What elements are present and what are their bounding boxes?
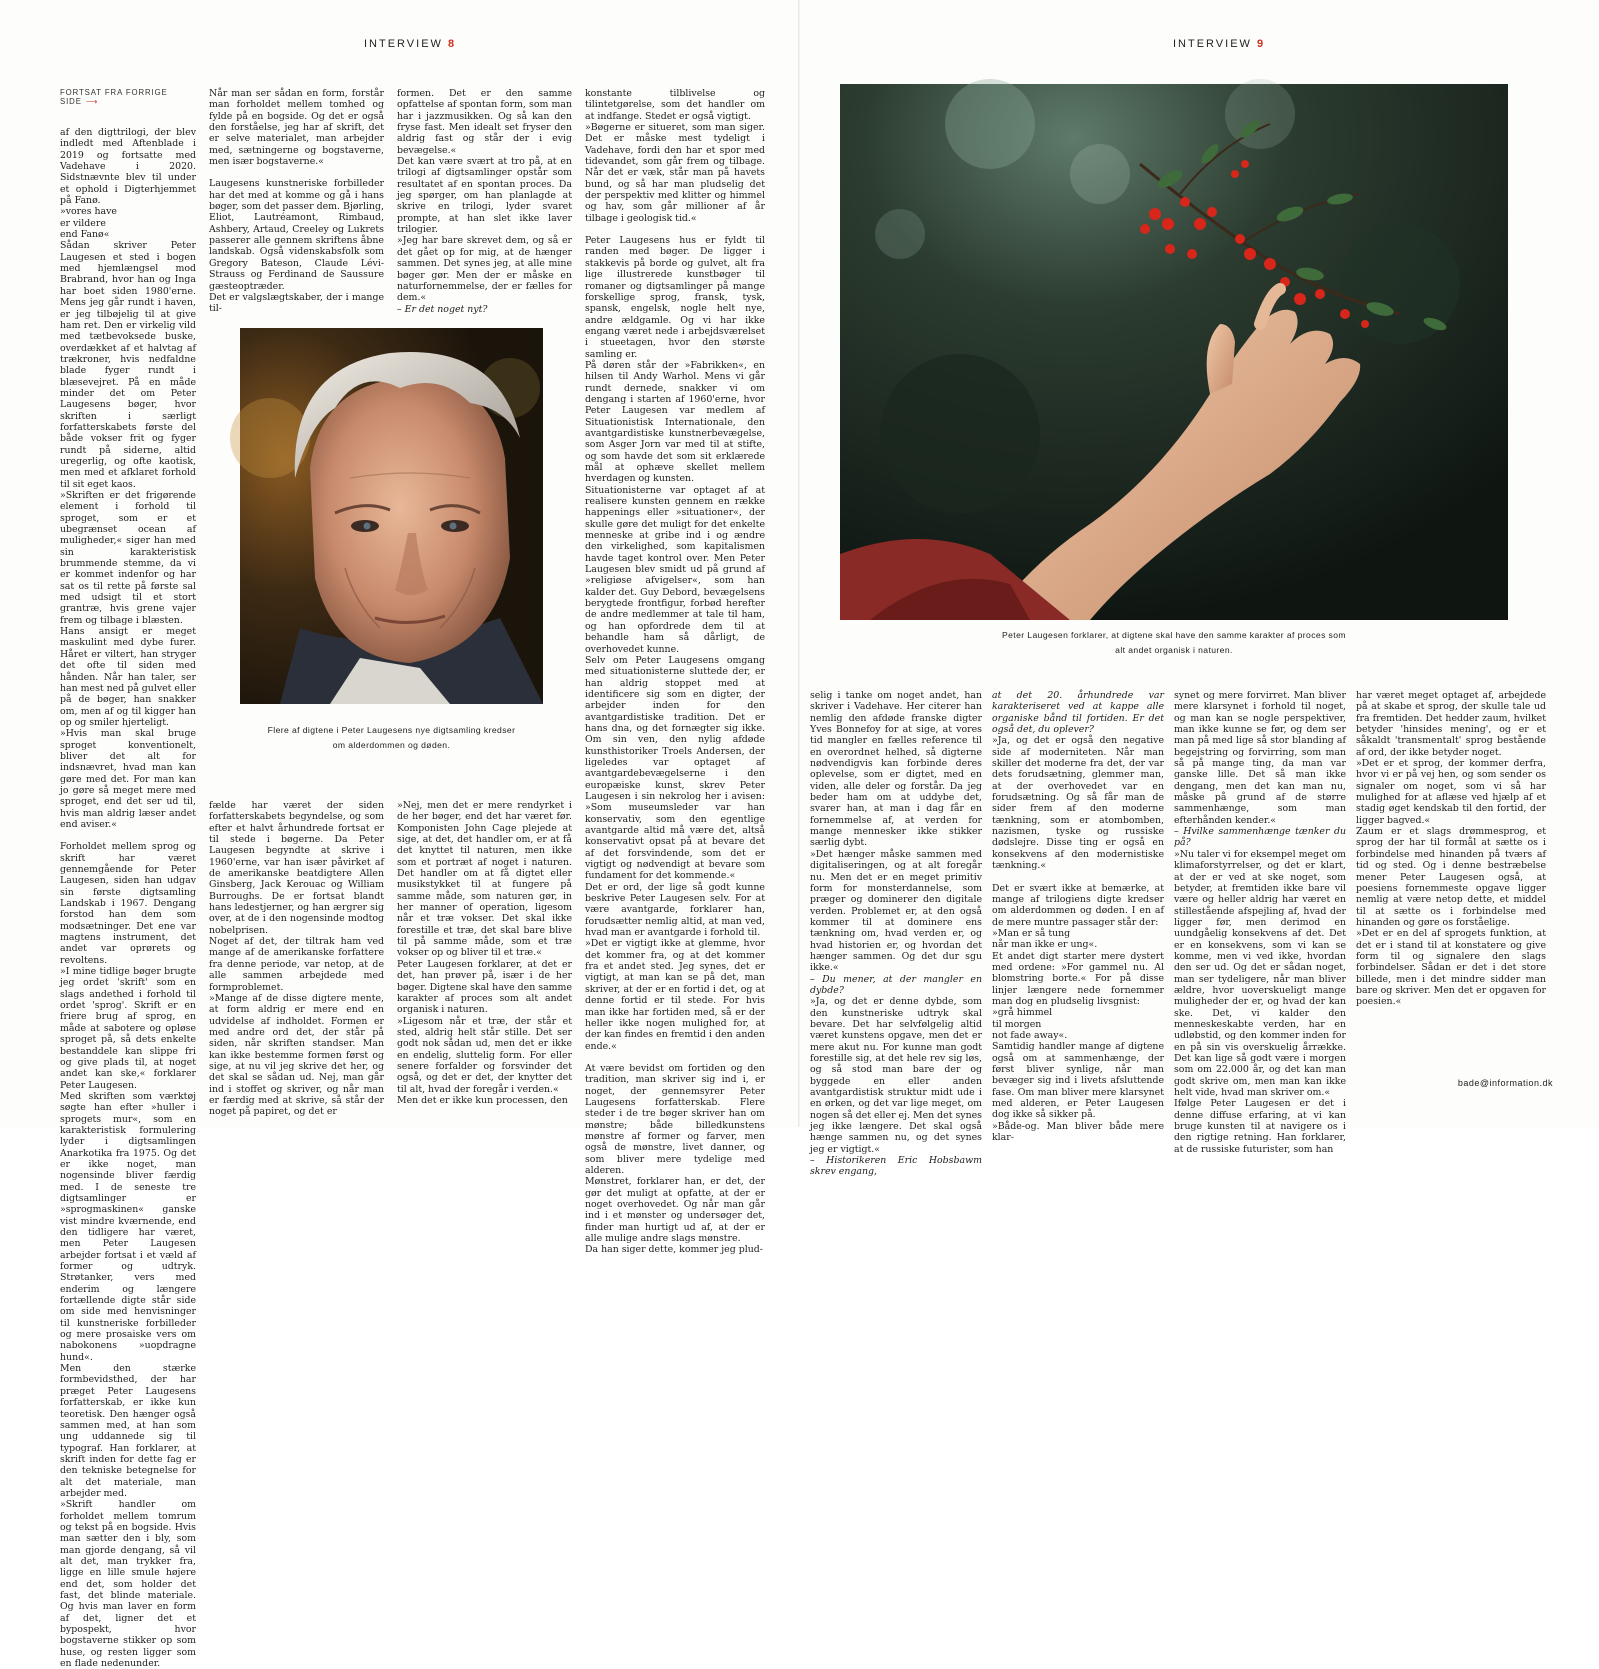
paragraph: Når man ser sådan en form, forstår man forholdet mellem tomhed og fylde på en bogside. Og det er også den forståelse, jeg har af skrift, det er selve materialet, man arbejder med, sætningerne og bogstaverne, men især bogstaverne.«: [209, 88, 384, 168]
article-column-1: [60, 127, 196, 1669]
right-page: [800, 0, 1599, 1178]
paragraph: »Både-og. Man bliver både mere klar-: [992, 1120, 1164, 1144]
poem-line: til morgen: [992, 1018, 1042, 1030]
red-arrow-right-icon: ⟶: [85, 97, 98, 106]
paragraph: Det kan være svært at tro på, at en trilogi af digtsamlinger opstår som resultatet af en spontan proces. Da jeg spørger, om han planlagde at skrive en trilogi, lyder svaret prompte, at han slet ikke laver trilogier.: [397, 156, 572, 236]
berry-caption: Peter Laugesen forklarer, at digtene skal have den samme karakter af proces som alt andet organisk i naturen.: [1001, 630, 1346, 655]
paragraph: Ifølge Peter Laugesen er det i denne diffuse erfaring, at vi kan bruge kunsten til at navigere os i den rigtige retning. Han forklarer, at de russiske futurister, som han: [1174, 1098, 1346, 1155]
paragraph: »Jeg har bare skrevet dem, og så er det gået op for mig, at de hænger sammen. Det synes jeg, at alle mine bøger gør. Men der er måske en naturfornemmelse, der er fælles for dem.«: [397, 235, 572, 304]
paragraph: Selv om Peter Laugesens omgang med situationisterne sluttede der, er han aldrig stoppet med at identificere sig som en digter, der arbejder inden for den avantgardistiske tradition. Det er hans dna, og det fornægter sig ikke. Om sin ven, den nylig afdøde kunsthistoriker Troels Andersen, der ligeledes var optaget af avantgardebevægelserne i den europæiske kunst, skrev Peter Laugesen i sin nekrolog her i avisen: »Som museumsleder var han konservativ, som den egentlige avantgarde altid må være det, altså konservativt opsat på at bevare det af det forsvindende, som det er vigtigt og nødvendigt at bevare som fundament for det kommende.«: [585, 654, 765, 882]
paragraph: »Det er en del af sprogets funktion, at det er i stand til at konstatere og give form til og signalere den slags forbindelser. Sådan er det i det store billede, men i det mindre sidder man bare og skriver. Men det er opgaven for poesien.«: [1356, 928, 1546, 1008]
portrait-of-peter-laugesen: [240, 328, 543, 704]
paragraph: Peter Laugesen forklarer, at det er det, han prøver på, især i de her bøger. Digtene skal have den samme karakter af proces som alt andet organisk i naturen.: [397, 958, 572, 1016]
article-column-5: [810, 690, 982, 1178]
article-column-8: [1356, 690, 1546, 1008]
question: – Du mener, at der mangler en dybde?: [810, 973, 982, 996]
paragraph: Samtidig handler mange af digtene også om at sammenhænge, der først bliver synlige, når man bevæger sig ind i livets afsluttende fase. Om man bliver mere klarsynet med alderen, er Peter Laugesen dog ikke så sikker på.: [992, 1041, 1164, 1121]
portrait-photo: [240, 328, 543, 704]
paragraph: »Nej, men det er mere rendyrket i de her bøger, end det har været før. Komponisten John Cage plejede at sige, at det, det handler om, er at få det knyttet til naturen, men ikke som et portræt af noget i naturen. Det handler om at få digtet eller musikstykket til at fungere på samme måde, som naturen gør, in her manner of operation, ligesom når et træ vokser. Det skal ikke forestille et træ, det skal bare blive til på samme måde, som et træ vokser op og bliver til et træ.«: [397, 800, 572, 959]
article-column-3-top: [397, 88, 572, 315]
poem-line: »vores have: [60, 206, 117, 218]
paragraph: Laugesens kunstneriske forbilleder har det med at komme og gå i hans bøger, som det passer dem. Bjørling, Eliot, Lautréamont, Rimbaud, Ashbery, Artaud, Creeley og Lukrets passerer alle gennem skriftens åbne landskab. Også videnskabsfolk som Gregory Bateson, Claude Lévi-Strauss og Ferdinand de Saussure gæsteoptræder.: [209, 178, 384, 292]
paragraph: Det er svært ikke at bemærke, at mange af trilogiens digte kredser om alderdommen og døden. I en af de mere muntre passager står der:: [992, 882, 1164, 928]
paragraph: Mønstret, forklarer han, er det, der gør det muligt at opfatte, at der er noget overhovedet. Og når man går ind i et mønster og undersøger det, finder man hurtigt ud af, at der er alle mulige andre slags mønstre.: [585, 1176, 765, 1245]
hand-reaching-red-berries: [840, 84, 1508, 620]
paragraph: »Skrift handler om forholdet mellem tomrum og tekst på en bogside. Hvis man sætter den i bly, som man gjorde dengang, så vil alt det, man trykker fra, ligge en lille smule højere end det, som holder det fast, det blinde materiale. Og hvis man laver en form af det, ligner det et bypospekt, hvor bogstaverne stikker op som huse, og resten ligger som en flade nedenunder.: [60, 1499, 196, 1669]
article-column-4: [585, 88, 765, 1256]
paragraph: »Ligesom når et træ, der står et sted, aldrig helt står stille. Det ser godt nok sådan ud, men det er ikke en endelig, sluttelig form. For eller senere forfalder og forsvinder det også, og det er det, der knytter det til alt, hvad der foregår i verden.«: [397, 1015, 572, 1095]
paragraph: Hans ansigt er meget maskulint med dybe furer. Håret er viltert, han stryger det ofte til siden med hånden. Når han taler, ser han mest ned på gulvet eller på de bøger, han snakker om, men af og til kigger han op og smiler hjerteligt.: [60, 626, 196, 728]
article-column-7: [1174, 690, 1346, 1155]
paragraph: »Skriften er det frigørende element i forhold til sproget, som er et ubegrænset ocean af muligheder,« siger han med sin karakteristisk brummende stemme, da vi er kommet indenfor og har sat os til rette på første sal med udsigt til et stort grantræ, hvis grene vajer frem og tilbage i blæsten.: [60, 490, 196, 626]
question: – Historikeren Eric Hobsbawm skrev engang,: [810, 1155, 982, 1178]
question: at det 20. århundrede var karakteriseret ved at kappe alle organiske bånd til fortiden. Er det også det, du oplever?: [992, 690, 1164, 736]
article-column-3-bottom: [397, 800, 572, 1106]
paragraph: »Det er vigtigt ikke at glemme, hvor det kommer fra, og at det kommer fra et andet sted. Jeg synes, det er vigtigt, at man kan se på det, man skriver, at der er en fortid i det, og at denne fortid er til stede. For hvis man ikke har fortiden med, så er der heller ikke nogen mulighed for, at der kan findes en fremtid i den anden ende.«: [585, 938, 765, 1052]
paragraph: Forholdet mellem sprog og skrift har været gennemgående for Peter Laugesen, siden han udgav sin første digtsamling Landskab i 1967. Dengang forstod han dem som modsætninger. Det ene var magtens instrument, det andet var oprørets og revoltens.: [60, 841, 196, 966]
paragraph: Sådan skriver Peter Laugesen et sted i bogen med hjemlængsel mod Brabrand, hvor han og Inga har boet siden 1980'erne. Mens jeg går rundt i haven, er jeg tilbøjelig til at give ham ret. Den er virkelig vild med tætbevoksede buske, overdækket af et halvtag af trækroner, hvis nedfaldne blade fyger rundt i blæsevejret. På en måde minder det om Peter Laugesens bøger, hvor skriften i særligt forfatterskabets første del både vokser frit og fyger rundt på siderne, altid uregerlig, og ofte kaotisk, men med et afklaret forhold til sit eget kaos.: [60, 240, 196, 490]
left-page: [0, 0, 799, 1669]
question: – Er det noget nyt?: [397, 303, 488, 315]
paragraph: fælde har været der siden forfatterskabets begyndelse, og som efter et halvt århundrede fortsat er til stede i bøgerne. Da Peter Laugesen begyndte at skrive i 1960'erne, var han især påvirket af de amerikanske beatdigtere Allen Ginsberg, Jack Kerouac og William Burroughs. De er fortsat blandt hans ledestjerner, og han ærgrer sig over, at de i den nogensinde modtog nobelprisen.: [209, 800, 384, 936]
paragraph: Men den stærke formbevidsthed, der har præget Peter Laugesens forfatterskab, er ikke kun teoretisk. Den hænger også sammen med, at han som ung uddannede sig til typograf. Han forklarer, at skrift inden for dette fag er den tekniske betegnelse for alt det materiale, man arbejder med.: [60, 1363, 196, 1499]
continued-from-label: FORTSAT FRA FORRIGE SIDE ⟶: [60, 88, 168, 106]
poem-line: »grå himmel: [992, 1007, 1053, 1019]
paragraph: Et andet digt starter mere dystert med ordene: »For gammel nu. Al blomstring borte.« For på disse linjer længere nede fornemmer man dog en pludselig livsgnist:: [992, 950, 1164, 1007]
paragraph: Peter Laugesens hus er fyldt til randen med bøger. De ligger i stakkevis på borde og gulvet, alt fra lige illustrerede kunstbøger til romaner og digtsamlinger på mange forskellige sprog, fransk, tysk, spansk, engelsk, nogle helt nye, andre ældgamle. Og vi har ikke engang været nede i arbejdsværelset i stueetagen, hvor den største samling er.: [585, 235, 765, 360]
paragraph: »Hvis man skal bruge sproget konventionelt, bliver det alt for indsnævret, hvad man kan gøre med det. For man kan jo gøre så meget mere med sproget, end det ser ud til, hvis man aldrig læser andet end aviser.«: [60, 728, 196, 830]
paragraph: Da han siger dette, kommer jeg plud-: [585, 1244, 763, 1256]
article-column-6: [992, 690, 1164, 1144]
portrait-caption: Flere af digtene i Peter Laugesens nye digtsamling kredser om alderdommen og døden.: [267, 725, 516, 750]
folio-right: INTERVIEW 9: [1173, 38, 1266, 50]
paragraph: »Det hænger måske sammen med digitaliseringen, og at alt foregår nu. Men det er en meget primitiv form for monsterdannelse, som præger og dominerer den digitale verden. Problemet er, at den også kommer til at dominere ens tænkning om, hvad verden er, og hvad historien er, og hvordan det hænger sammen. Og det dur sgu ikke.«: [810, 848, 982, 974]
paragraph: »Nu taler vi for eksempel meget om klimaforstyrrelser, og det er klart, at der er ved at ske noget, som betyder, at fremtiden ikke bare vil være og heller aldrig har været en stillestående afspejling af, hvad der ligger før, men derimod en uundgåelig konsekvens af det. Det er en konsekvens, som vi kan se komme, men vi ved ikke, hvordan den ser ud. Og det er sådan noget, man ser tydeligere, når man bliver ældre, hvor uoverskueligt mange muligheder der er, og hvad der kan ske. Det, vi kalder den menneskeskabte verden, har en udløbstid, og den kommer inden for en på sin vis overskuelig årrække. Det kan lige så godt være i morgen som om 22.000 år, og det kan man godt skrive om, men man kan ikke helt vide, hvad man skriver om.«: [1174, 848, 1346, 1099]
paragraph: »Ja, og det er denne dybde, som den kunstneriske udtryk skal bevare. Det har selvfølgelig altid været kunstens opgave, men det er mere akut nu. For kunne man godt forestille sig, at det hele rev sig løs, og så stod man bare der og byggede en eller anden avantgardistisk struktur midt ude i en ørken, og det var lige meget, om nogen så det eller ej. Men det synes jeg ikke længere. Det skal også hænge sammen nu, og det synes jeg er vigtigt.«: [810, 996, 982, 1155]
poem-line: not fade away«.: [992, 1029, 1068, 1041]
paragraph: »I mine tidlige bøger brugte jeg ordet 'skrift' som en slags andethed i forhold til ordet 'sprog'. Skrift er en friere brug af sprog, en måde at sabotere og opløse sproget på, så dets enkelte bestanddele kan slippe fri og give plads til, at noget andet kan ske,« forklarer Peter Laugesen.: [60, 966, 196, 1091]
author-email[interactable]: bade@information.dk: [1457, 1078, 1553, 1088]
paragraph: Med skriften som værktøj søgte han efter »huller i sprogets mur«, som en karakteristisk formulering lyder i digtsamlingen Anarkotika fra 1975. Og det er ikke noget, man nogensinde bliver færdig med. I de seneste tre digtsamlinger er »sprogmaskinen« ganske vist mindre kværnende, end den tidligere har været, men Peter Laugesen arbejder fortsat i et væld af former og udtryk. Strøtanker, vers med enderim og længere fortællende digte står side om side med henvisninger til kunstneriske forbilleder og mere prosaiske vers om nabokonens »uopdragne hund«.: [60, 1090, 196, 1363]
question: – Hvilke sammenhænge tænker du på?: [1174, 826, 1346, 849]
paragraph: af den digttrilogi, der blev indledt med Aftenblade i 2019 og fortsatte med Vadehave i 2020. Sidstnævnte blev til under et ophold i Digterhjemmet på Fanø.: [60, 127, 196, 207]
paragraph: Noget af det, der tiltrak ham ved mange af de amerikanske forfattere fra denne periode, var netop, at de alle sammen arbejdede med formproblemet.: [209, 936, 384, 993]
poem-line: end Fanø«: [60, 229, 110, 241]
paragraph: formen. Det er den samme opfattelse af spontan form, som man har i jazzmusikken. Og så kan den fryse fast. Men idealt set fryser den aldrig fast og står der i evig bevægelse.«: [397, 88, 572, 156]
paragraph: Situationisterne var optaget af at realisere kunsten gennem en række happenings eller »situationer«, der skulle gøre det muligt for det enkelte menneske at gribe ind i og ændre den virkelighed, som kapitalismen havde taget kontrol over. Men Peter Laugesen blev smidt ud på grund af »religiøse afvigelser«, som han kalder det. Guy Debord, bevægelsens berygtede frontfigur, forbød herefter de andre medlemmer at tale til ham, og han opfordrede dem til at behandle ham så dårligt, de overhovedet kunne.: [585, 484, 765, 655]
paragraph: Men det er ikke kun processen, den: [397, 1094, 568, 1106]
paragraph: konstante tilblivelse og tilintetgørelse, som det handler om at indfange. Stedet er også vigtigt.: [585, 88, 765, 122]
folio-left: INTERVIEW 8: [364, 38, 457, 50]
paragraph: »Mange af de disse digtere mente, at form aldrig er mere end en udvidelse af indholdet. Formen er med andre ord det, der står på siden, når skriften standser. Man kan ikke bestemme formen først og sige, at nu vil jeg skrive det her, og det skal se sådan ud. Nej, man går ind i stoffet og skriver, og når man er færdig med at skrive, så står der noget på papiret, og det er: [209, 992, 384, 1118]
paragraph: »Ja, og det er også den negative side af moderniteten. Når man skiller det moderne fra det, der var dets forudsætning, glemmer man, at der overhovedet var en forudsætning. Og så får man de sider frem af den moderne tænkning, som er atombomben, nazismen, tyske og russiske dødslejre. Disse ting er også en konsekvens af den modernistiske tænkning.«: [992, 735, 1164, 872]
poem-line: er vildere: [60, 217, 106, 229]
article-column-2-bottom: [209, 800, 384, 1118]
paragraph: Det er valgslægtskaber, der i mange til-: [209, 291, 384, 315]
paragraph: selig i tanke om noget andet, han skriver i Vadehave. Her citerer han nemlig den afdøde franske digter Yves Bonnefoy for at sige, at vores tid mangler en fælles reference til en overordnet helhed, så digterne nødvendigvis kan forbinde deres oplevelse, som er digtet, med en viden, alle deler og forstår. Da jeg beder ham om at uddybe det, svarer han, at man i dag får en fornemmelse af, at verden for mange mennesker ikke stikker særlig dybt.: [810, 690, 982, 849]
paragraph: har været meget optaget af, arbejdede på at skabe et sprog, der skulle tale ud fra fremtiden. Det hedder zaum, hvilket betyder 'hinsides mening', og er et såkaldt 'transmentalt' sprog bestående af ord, der ikke betyder noget.: [1356, 690, 1546, 758]
paragraph: Det er ord, der lige så godt kunne beskrive Peter Laugesen selv. For at være avantgarde, forklarer han, forudsætter nemlig altid, at man ved, hvad man er avantgarde i forhold til.: [585, 881, 765, 939]
paragraph: Zaum er et slags drømmesprog, et sprog der har til formål at sætte os i forbindelse med hinanden på tværs af tid og sted. Og i denne bestræbelse mener Peter Laugesen også, at poesiens fornemmeste opgave ligger nemlig at være netop dette, et middel til at sætte os i forbindelse med hinanden og gøre os forståelige.: [1356, 826, 1546, 928]
poem-line: »Man er så tung: [992, 927, 1071, 939]
paragraph: På døren står der »Fabrikken«, en hilsen til Andy Warhol. Mens vi går rundt dernede, snakker vi om dengang i starten af 1960'erne, hvor Peter Laugesen var medlem af Situationistisk Internationale, den avantgardistiske kunstnerbevægelse, som Asger Jorn var med til at stifte, og som havde det som sit erklærede mål at ophæve skellet mellem hverdagen og kunsten.: [585, 359, 765, 485]
article-column-2-top: [209, 88, 384, 315]
paragraph: »Det er et sprog, der kommer derfra, hvor vi er på vej hen, og som sender os signaler om noget, som vi så har mulighed for at aflæse ved hjælp af et stadig øget kendskab til den fortid, der ligger bagved.«: [1356, 758, 1546, 826]
paragraph: synet og mere forvirret. Man bliver mere klarsynet i forhold til noget, og man kan se nogle perspektiver, man ikke kunne se før, og dem ser man på med lige så stor blanding af begejstring og forvirring, som man så på mange ting, da man var ganske lille. Det så man ikke dengang, men det kan man nu, måske på grund af de større sammenhænge, som man efterhånden kender.«: [1174, 690, 1346, 826]
paragraph: »Bøgerne er situeret, som man siger. Det er måske mest tydeligt i Vadehave, fordi den har et spor med tidevandet, som går frem og tilbage. Når det er væk, står man på havets bund, og så har man pludselig det der perspektiv med klitter og himmel og hav, som går millioner af år tilbage i geologisk tid.«: [585, 122, 765, 224]
paragraph: At være bevidst om fortiden og den tradition, man skriver sig ind i, er noget, der gennemsyrer Peter Laugesens forfatterskab. Flere steder i de tre bøger skriver han om mønstre; både billedkunstens mønstre af former og farver, men også de mønstre, livet danner, og som bliver mere tydelige med alderen.: [585, 1062, 765, 1176]
berry-photo: [840, 84, 1508, 620]
poem-line: når man ikke er ung«.: [992, 939, 1098, 951]
